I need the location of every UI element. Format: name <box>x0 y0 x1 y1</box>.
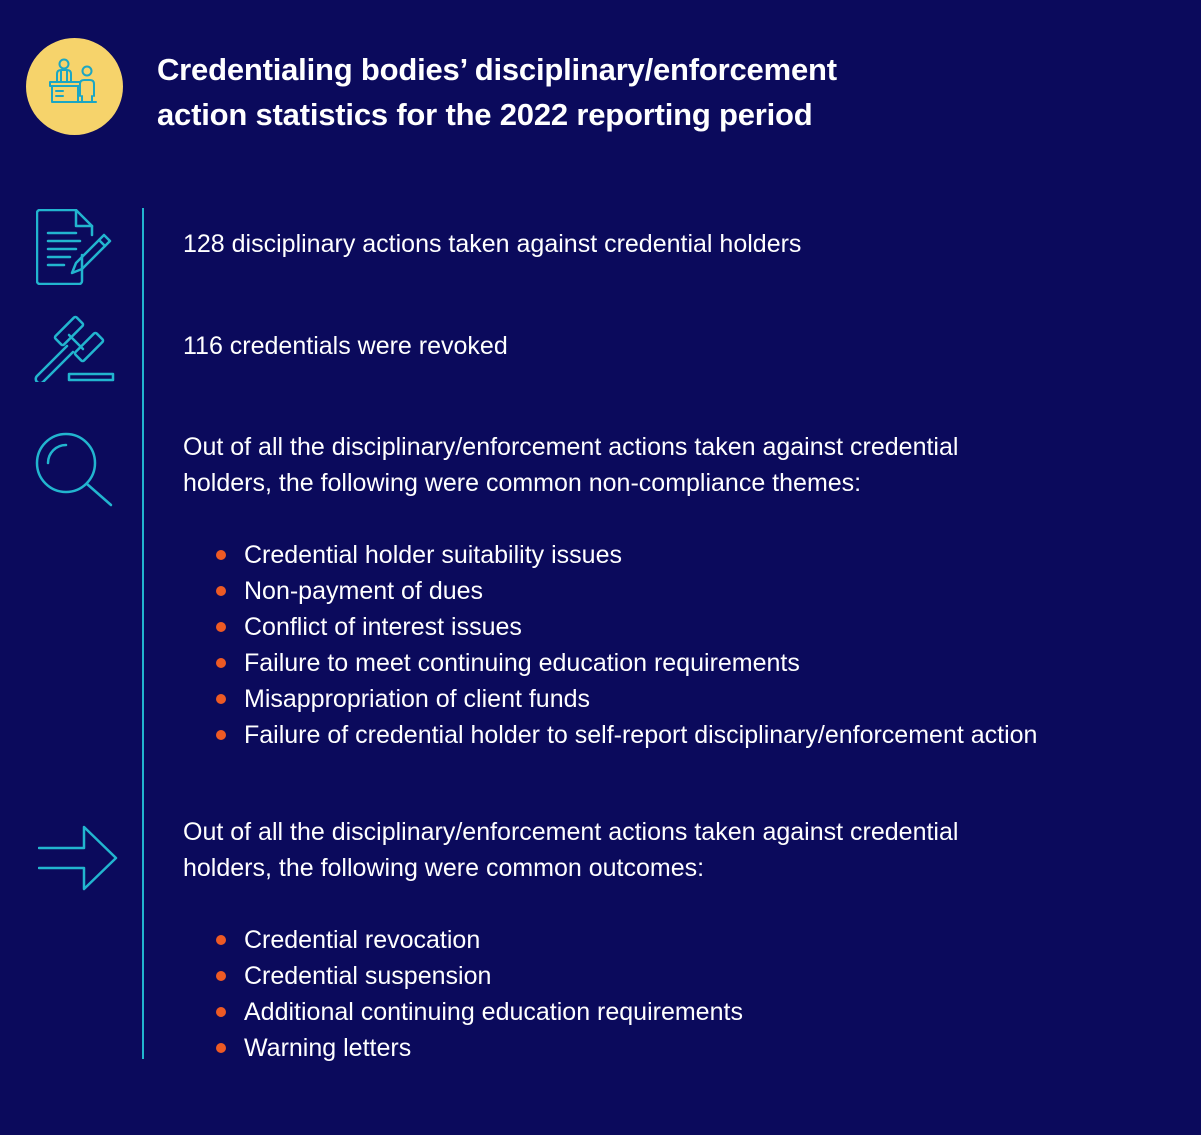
list-item-label: Credential revocation <box>244 926 481 954</box>
list-item-label: Credential suspension <box>244 962 492 990</box>
list-item-label: Additional continuing education requirements <box>244 998 743 1026</box>
bullet-dot <box>216 694 226 704</box>
bullet-dot <box>216 586 226 596</box>
stat-disciplinary-actions-text: 128 disciplinary actions taken against credential holders <box>183 230 802 258</box>
page-title-line-1: Credentialing bodies’ disciplinary/enforcement <box>157 52 837 87</box>
bullet-dot <box>216 1007 226 1017</box>
list-item <box>183 994 743 1030</box>
bullet-dot <box>216 658 226 668</box>
outcomes-list <box>183 922 743 1066</box>
bullet-dot <box>216 550 226 560</box>
magnifier-icon <box>34 431 114 507</box>
list-item <box>183 609 1037 645</box>
themes-intro-line-2: holders, the following were common non-compliance themes: <box>183 469 862 497</box>
list-item-label: Non-payment of dues <box>244 577 484 605</box>
list-item <box>183 681 1037 717</box>
list-item-label: Misappropriation of client funds <box>244 685 591 713</box>
bullet-dot <box>216 730 226 740</box>
document-pen-icon <box>36 209 114 285</box>
page-title <box>157 47 837 137</box>
gavel-icon <box>33 312 115 382</box>
vertical-divider <box>142 208 144 1059</box>
list-item <box>183 645 1037 681</box>
arrow-right-icon <box>38 825 118 891</box>
themes-list <box>183 537 1037 753</box>
stat-credentials-revoked <box>183 328 508 364</box>
list-item-label: Credential holder suitability issues <box>244 541 622 569</box>
bullet-dot <box>216 622 226 632</box>
list-item-label: Failure of credential holder to self-report disciplinary/enforcement action <box>244 721 1038 749</box>
header-badge <box>26 38 123 135</box>
list-item <box>183 537 1037 573</box>
outcomes-intro-line-2: holders, the following were common outcomes: <box>183 854 705 882</box>
list-item-label: Warning letters <box>244 1034 412 1062</box>
list-item-label: Failure to meet continuing education requirements <box>244 649 800 677</box>
office-desk-icon <box>48 58 102 114</box>
list-item <box>183 1030 743 1066</box>
themes-intro-line-1: Out of all the disciplinary/enforcement actions taken against credential <box>183 433 959 461</box>
bullet-dot <box>216 1043 226 1053</box>
stat-disciplinary-actions <box>183 226 801 262</box>
list-item <box>183 922 743 958</box>
stat-credentials-revoked-text: 116 credentials were revoked <box>183 332 508 360</box>
list-item <box>183 717 1037 753</box>
list-item <box>183 573 1037 609</box>
list-item <box>183 958 743 994</box>
outcomes-intro <box>183 814 958 886</box>
bullet-dot <box>216 971 226 981</box>
bullet-dot <box>216 935 226 945</box>
themes-intro <box>183 429 958 501</box>
outcomes-intro-line-1: Out of all the disciplinary/enforcement actions taken against credential <box>183 818 959 846</box>
list-item-label: Conflict of interest issues <box>244 613 522 641</box>
page-title-line-2: action statistics for the 2022 reporting period <box>157 97 813 132</box>
